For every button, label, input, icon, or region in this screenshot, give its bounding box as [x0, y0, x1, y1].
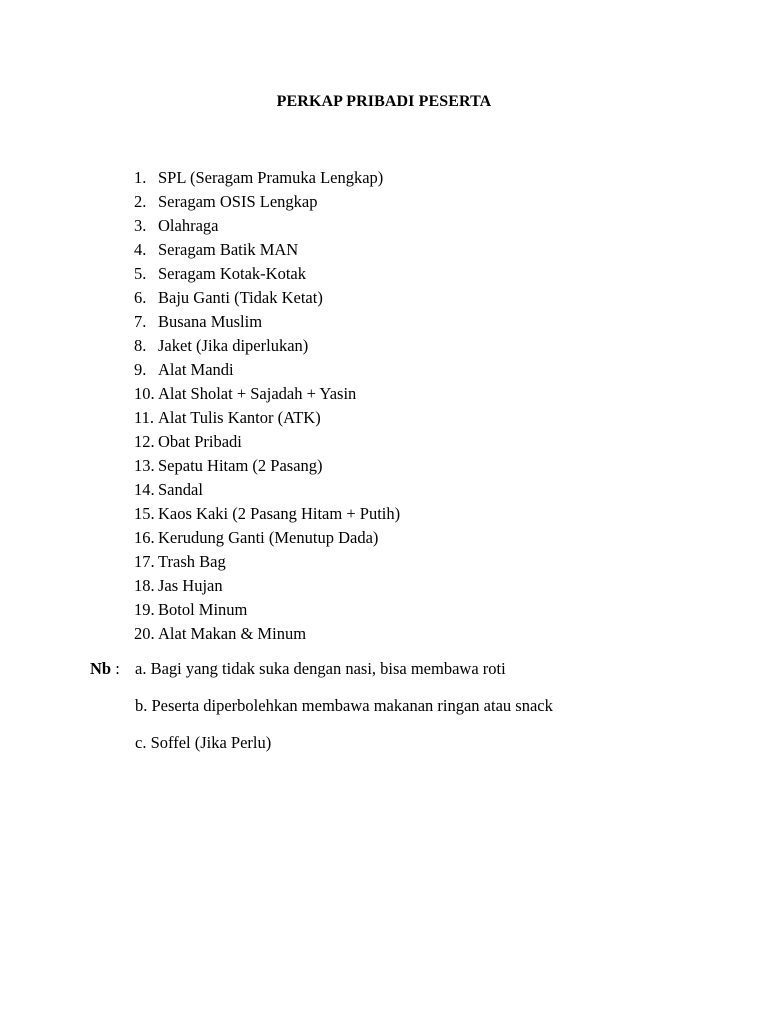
note-line: b. Peserta diperbolehkan membawa makanan ringan atau snack [135, 696, 553, 715]
list-item-number: 17. [134, 552, 155, 571]
list-item [134, 263, 400, 287]
list-item [134, 623, 400, 647]
list-item-number: 3. [134, 216, 147, 235]
list-item [134, 527, 400, 551]
list-item-text: Sepatu Hitam (2 Pasang) [158, 456, 323, 475]
list-item [134, 383, 400, 407]
list-item [134, 311, 400, 335]
list-item [134, 455, 400, 479]
list-item-text: Kaos Kaki (2 Pasang Hitam + Putih) [158, 504, 401, 523]
list-item-text: Alat Makan & Minum [158, 624, 307, 643]
list-item [134, 407, 400, 431]
list-item-text: Olahraga [158, 216, 219, 235]
list-item-number: 18. [134, 576, 155, 595]
list-item-number: 16. [134, 528, 155, 547]
list-item [134, 479, 400, 503]
list-item [134, 287, 400, 311]
list-item-number: 10. [134, 384, 155, 403]
list-item-number: 14. [134, 480, 155, 499]
note-line: c. Soffel (Jika Perlu) [135, 733, 272, 752]
note-separator: : [111, 659, 120, 678]
note-row [90, 695, 730, 732]
list-item-number: 8. [134, 336, 147, 355]
list-item-number: 1. [134, 168, 147, 187]
list-item-text: Seragam OSIS Lengkap [158, 192, 318, 211]
list-item-number: 9. [134, 360, 147, 379]
list-item-number: 6. [134, 288, 147, 307]
list-item [134, 551, 400, 575]
list-item [134, 215, 400, 239]
list-item [134, 575, 400, 599]
list-item [134, 167, 400, 191]
list-item-number: 19. [134, 600, 155, 619]
list-item-number: 4. [134, 240, 147, 259]
list-item-text: Trash Bag [158, 552, 226, 571]
list-item-number: 15. [134, 504, 155, 523]
list-item [134, 239, 400, 263]
list-item-text: Obat Pribadi [158, 432, 242, 451]
note-section [90, 658, 730, 769]
note-label [90, 658, 120, 680]
list-item-text: Alat Tulis Kantor (ATK) [158, 408, 321, 427]
list-item-text: Sandal [158, 480, 203, 499]
list-item-text: Busana Muslim [158, 312, 263, 331]
list-item-number: 7. [134, 312, 147, 331]
list-item-text: Seragam Batik MAN [158, 240, 299, 259]
list-item [134, 503, 400, 527]
note-row [90, 732, 730, 769]
list-item-text: Jaket (Jika diperlukan) [158, 336, 309, 355]
list-item-text: Seragam Kotak-Kotak [158, 264, 306, 283]
list-item-text: SPL (Seragam Pramuka Lengkap) [158, 168, 384, 187]
list-item-text: Botol Minum [158, 600, 248, 619]
list-item-number: 20. [134, 624, 155, 643]
item-list [134, 167, 400, 647]
list-item-text: Jas Hujan [158, 576, 223, 595]
note-line: a. Bagi yang tidak suka dengan nasi, bisa membawa roti [135, 659, 506, 678]
list-item-number: 11. [134, 408, 155, 427]
list-item-number: 5. [134, 264, 147, 283]
list-item [134, 431, 400, 455]
list-item-number: 12. [134, 432, 155, 451]
list-item-number: 2. [134, 192, 147, 211]
list-item [134, 335, 400, 359]
list-item-text: Baju Ganti (Tidak Ketat) [158, 288, 323, 307]
list-item-number: 13. [134, 456, 155, 475]
list-item [134, 359, 400, 383]
list-item [134, 599, 400, 623]
list-item [134, 191, 400, 215]
list-item-text: Alat Mandi [158, 360, 234, 379]
page-title: PERKAP PRIBADI PESERTA [276, 93, 492, 110]
note-label-text: Nb [90, 659, 112, 678]
list-item-text: Kerudung Ganti (Menutup Dada) [158, 528, 379, 547]
list-item-text: Alat Sholat + Sajadah + Yasin [158, 384, 357, 403]
note-row [90, 658, 730, 695]
